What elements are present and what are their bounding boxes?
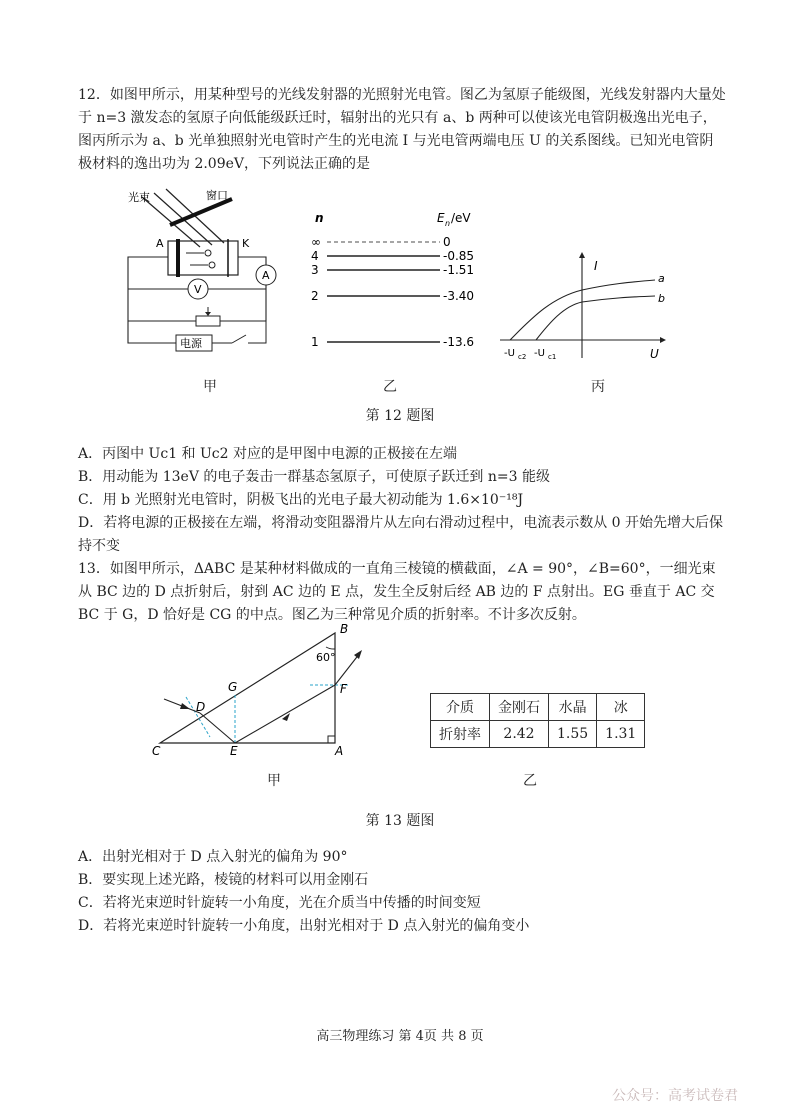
label-g: G	[228, 680, 238, 694]
label-u: U	[650, 347, 659, 361]
page-footer: 高三物理练习 第 4页 共 8 页	[316, 1029, 484, 1044]
label-e: E	[230, 744, 238, 758]
table-cell: 冰	[597, 694, 645, 721]
table-cell: 1.55	[549, 721, 597, 748]
q13-option-c: C．若将光束逆时针旋转一小角度，光在介质当中传播的时间变短	[78, 895, 481, 911]
label-curve-b: b	[658, 292, 665, 305]
curve-b	[536, 296, 655, 340]
q12-option-b: B．用动能为 13eV 的电子轰击一群基态氢原子，可使原子跃迁到 n=3 能级	[78, 469, 550, 485]
label-yi-13: 乙	[523, 773, 537, 789]
energy-level-n: 4	[311, 249, 319, 263]
label-uc2: -U	[504, 348, 515, 359]
table-cell: 介质	[431, 694, 490, 721]
label-e: E	[437, 211, 445, 225]
label-light-beam: 光束	[128, 191, 150, 204]
q12-figure-jia-circuit	[120, 185, 290, 365]
refractive-index-table	[430, 693, 645, 748]
label-e-sub: n	[445, 219, 451, 228]
label-uc2-sub: c2	[518, 353, 527, 361]
energy-level-n: 3	[311, 263, 319, 277]
label-c: C	[152, 744, 161, 758]
table-cell: 2.42	[490, 721, 549, 748]
label-jia-13: 甲	[267, 773, 281, 789]
q12-figure-yi-energy-levels	[305, 210, 505, 350]
energy-level-value: -3.40	[443, 289, 475, 303]
q12-stem: 12．如图甲所示，用某种型号的光线发射器的光照射光电管。图乙为氢原子能级图，光线发射器内大量处于 n=3 激发态的氢原子向低能级跃迁时，辐射出的光只有 a、b 两种可以使该光电管阴极逸出光电子，图丙所示为 a、b 光单独照射光电管时产生的光电流 I 与光电管两端电压 U 的关系图线。已知光电管阴极材料的逸出功为 2.09eV，下列说法正确的是	[78, 87, 726, 172]
table-row	[431, 721, 645, 748]
label-uc1: -U	[534, 348, 545, 359]
label-uc1-sub: c1	[548, 353, 557, 361]
label-e-unit: /eV	[451, 211, 471, 225]
q12-figure-bing-iu-curves	[500, 250, 680, 370]
label-power: 电源	[180, 337, 202, 350]
energy-level-n: 1	[311, 335, 319, 349]
label-cathode: K	[242, 237, 250, 250]
label-a: A	[335, 744, 344, 758]
label-b: B	[340, 622, 349, 636]
label-yi-12: 乙	[383, 379, 397, 395]
q12-option-c: C．用 b 光照射光电管时，阴极飞出的光电子最大初动能为 1.6×10⁻¹⁸J	[78, 492, 524, 508]
label-angle-b: 60°	[316, 651, 336, 664]
label-curve-a: a	[658, 272, 665, 285]
energy-level-value: -13.6	[443, 335, 475, 349]
table-cell: 金刚石	[490, 694, 549, 721]
energy-level-n: 2	[311, 289, 319, 303]
q13-option-b: B．要实现上述光路，棱镜的材料可以用金刚石	[78, 872, 369, 888]
label-f: F	[340, 682, 347, 696]
q12-caption: 第 12 题图	[365, 408, 435, 424]
q13-figure-jia-prism	[150, 622, 370, 758]
light-beam-ray	[142, 197, 200, 247]
exit-ray	[335, 653, 360, 685]
table-cell: 水晶	[549, 694, 597, 721]
energy-level-value: -1.51	[443, 263, 475, 277]
q13-option-a: A．出射光相对于 D 点入射光的偏角为 90°	[78, 849, 348, 865]
label-n: n	[315, 211, 324, 225]
table-cell: 折射率	[431, 721, 490, 748]
energy-level-value: -0.85	[443, 249, 475, 263]
label-voltmeter: V	[194, 283, 202, 296]
refracted-ray	[200, 713, 235, 743]
label-bing-12: 丙	[591, 379, 605, 395]
watermark: 公众号：高考试卷君	[612, 1088, 738, 1104]
q12-option-d: D．若将电源的正极接在左端，将滑动变阻器滑片从左向右滑动过程中，电流表示数从 0 开始先增大后保持不变	[78, 515, 724, 554]
label-window: 窗口	[206, 189, 228, 202]
q13-stem: 13．如图甲所示，ΔABC 是某种材料做成的一直角三棱镜的横截面，∠A = 90°，∠B=60°，一细光束从 BC 边的 D 点折射后，射到 AC 边的 E 点，发生全反射后经 AB 边的 F 点射出。EG 垂直于 AC 交 BC 于 G，D 恰好是 CG 的中点。图乙为三种常见介质的折射率。不计多次反射。	[78, 561, 716, 623]
reflected-ray	[235, 685, 335, 743]
rheostat	[196, 316, 220, 326]
table-cell: 1.31	[597, 721, 645, 748]
energy-level-n: ∞	[311, 235, 321, 249]
label-anode: A	[156, 237, 164, 250]
q13-option-d: D．若将光束逆时针旋转一小角度，出射光相对于 D 点入射光的偏角变小	[78, 918, 530, 934]
table-header-row	[431, 694, 645, 721]
prism-triangle	[160, 633, 335, 743]
label-ammeter: A	[262, 269, 270, 282]
label-d: D	[196, 700, 206, 714]
label-jia-12: 甲	[203, 379, 217, 395]
q13-caption: 第 13 题图	[365, 813, 435, 829]
switch	[232, 335, 246, 343]
q12-option-a: A．丙图中 Uc1 和 Uc2 对应的是甲图中电源的正极接在左端	[78, 446, 458, 462]
energy-level-value: 0	[443, 235, 451, 249]
label-i: I	[594, 259, 598, 273]
